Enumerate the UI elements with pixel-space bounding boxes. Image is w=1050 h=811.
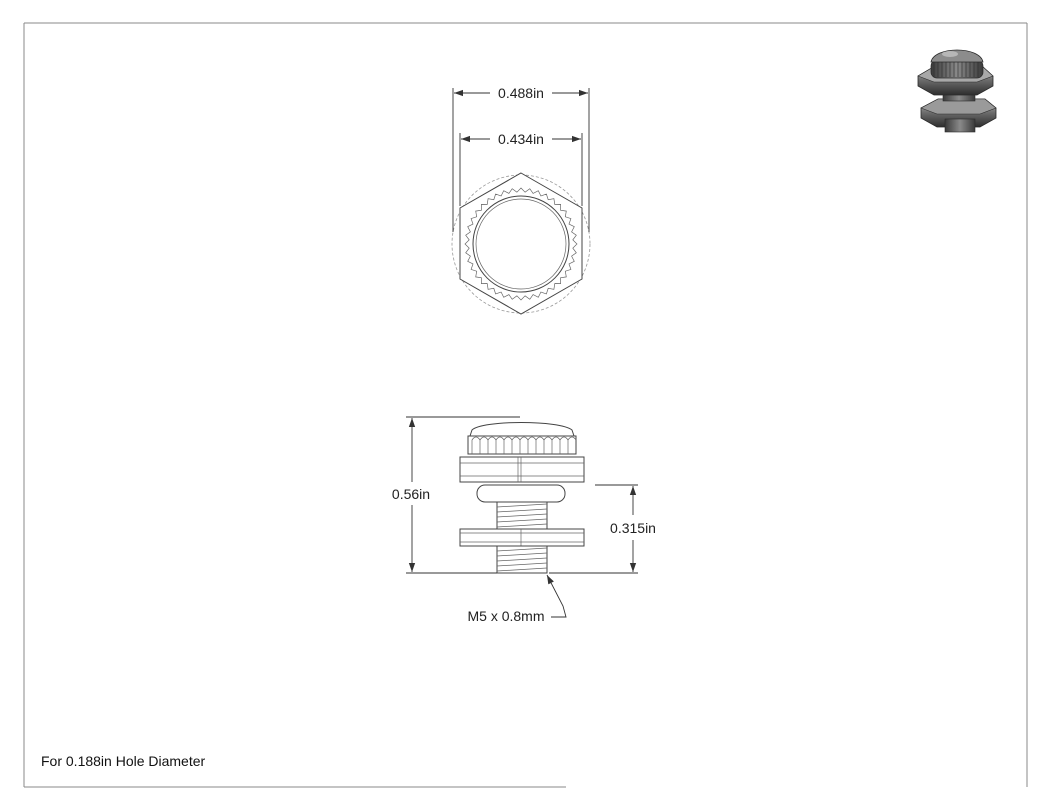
washer (477, 485, 565, 502)
dim-inner-width: 0.434in (498, 131, 544, 147)
top-view (452, 85, 590, 314)
thread-spec-callout: M5 x 0.8mm (467, 608, 545, 624)
screw-dome-head (470, 423, 574, 437)
dim-outer-width: 0.488in (498, 85, 544, 101)
isometric-thumbnail (918, 50, 996, 132)
dim-thread-length: 0.315in (610, 520, 656, 536)
side-view (392, 417, 656, 624)
hole-diameter-note: For 0.188in Hole Diameter (41, 753, 206, 769)
dim-height: 0.56in (391, 486, 431, 502)
thumb-screw-head-circle (473, 196, 569, 292)
thread-callout-leader (547, 575, 566, 617)
upper-hex-nut (460, 457, 584, 482)
lower-hex-nut (460, 529, 584, 546)
